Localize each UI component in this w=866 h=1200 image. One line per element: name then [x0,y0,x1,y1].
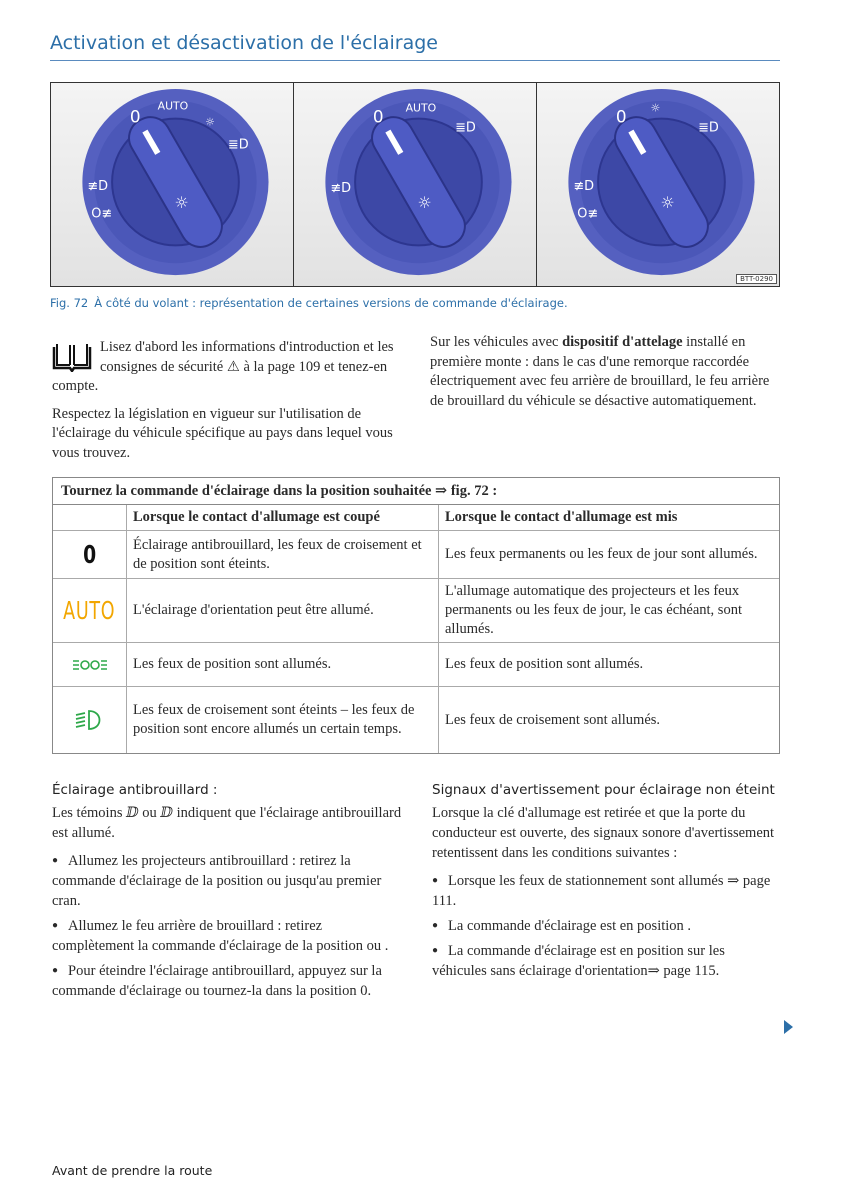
position-auto-symbol: AUTO [63,596,116,625]
low-beam-icon [75,709,105,731]
table-row [53,643,779,687]
svg-text:≢D: ≢D [330,180,352,196]
table-header-empty [53,505,127,530]
cell-off: Les feux de position sont allumés. [127,643,439,686]
svg-text:☼: ☼ [205,115,215,129]
table-row [53,531,779,579]
svg-text:≢D: ≢D [87,178,109,194]
svg-text:≣D: ≣D [227,137,249,153]
fog-heading: Éclairage antibrouillard : [52,782,218,798]
cell-off: Les feux de croisement sont éteints – les feux de position sont encore allumés un certain temps. [127,687,439,753]
fog-section [52,780,402,1006]
page-footer: Avant de prendre la route [52,1163,213,1178]
intro-p1: Lisez d'abord les informations d'introduction et les consignes de sécurité ⚠ à la page 109 et tenez-en compte. [52,339,394,394]
svg-text:0: 0 [615,106,627,127]
light-switch-knob-icon [294,83,536,286]
svg-text:O≢: O≢ [577,206,599,222]
light-switch-knob-icon [51,83,293,286]
intro-right-pre: Sur les véhicules avec [430,334,563,350]
intro-right-post: installé en première monte : dans le cas d'une remorque raccordée électriquement avec feu arrière de brouillard, le feu arrière de brouillard du véhicule se désactive automatiquement. [430,334,770,409]
figure-lighting-switches [50,82,780,287]
col-header-off: Lorsque le contact d'allumage est coupé [127,505,439,530]
cell-on: Les feux de croisement sont allumés. [445,711,661,728]
warning-section [432,780,782,986]
knob-panel-1 [51,83,294,286]
light-switch-knob-icon [537,83,779,286]
warning-intro: Lorsque la clé d'allumage est retirée et que la porte du conducteur est ouverte, des signaux sonore d'avertissement retentissent dans les conditions suivantes : [432,805,775,861]
warning-bullet-1: ● Lorsque les feux de stationnement sont allumés ⇒ page 111. [432,871,782,911]
figure-id: BTT-0290 [736,274,777,284]
page-title: Activation et désactivation de l'éclairage [50,32,438,54]
col-header-on: Lorsque le contact d'allumage est mis [445,509,678,525]
svg-text:☼: ☼ [174,192,189,212]
svg-text:0: 0 [372,106,384,127]
knob-panel-2 [294,83,537,286]
warning-bullet-2: ● La commande d'éclairage est en position . [432,916,782,936]
svg-text:☼: ☼ [650,101,661,115]
intro-p2: Respectez la législation en vigueur sur l'utilisation de l'éclairage du véhicule spécifique au pays dans lequel vous vous trouvez. [52,405,393,461]
fog-bullet-1: ● Allumez les projecteurs antibrouillard : retirez la commande d'éclairage de la position ou jusqu'au premier cran. [52,851,402,911]
svg-text:≣D: ≣D [455,120,476,136]
svg-text:☼: ☼ [417,192,432,212]
fog-intro: Les témoins ⅅ ou ⅅ indiquent que l'éclairage antibrouillard est allumé. [52,805,402,841]
caption-label: Fig. 72 [50,296,89,310]
cell-off: Éclairage antibrouillard, les feux de croisement et de position sont éteints. [127,531,439,578]
table-row [53,687,779,753]
next-page-arrow-icon[interactable] [784,1020,793,1034]
svg-text:0: 0 [129,106,141,127]
intro-left [52,338,402,471]
svg-text:O≢: O≢ [91,206,113,222]
intro-right [430,333,780,419]
table-heading: Tournez la commande d'éclairage dans la position souhaitée ⇒ fig. 72 : [53,478,779,505]
svg-text:☼: ☼ [660,192,675,212]
svg-text:≣D: ≣D [698,120,719,136]
book-icon [52,342,92,372]
caption-text: À côté du volant : représentation de certaines versions de commande d'éclairage. [94,296,568,310]
cell-on: Les feux permanents ou les feux de jour sont allumés. [445,546,758,562]
svg-text:AUTO: AUTO [405,101,437,115]
knob-panel-3 [537,83,779,286]
svg-text:AUTO: AUTO [157,99,189,113]
fog-bullet-2: ● Allumez le feu arrière de brouillard : retirez complètement la commande d'éclairage de la position ou . [52,916,402,956]
table-row [53,579,779,643]
cell-on: Les feux de position sont allumés. [445,656,644,672]
cell-on: L'allumage automatique des projecteurs et les feux permanents ou les feux de jour, le cas échéant, sont allumés. [445,583,742,637]
intro-right-bold: dispositif d'attelage [562,334,683,350]
svg-text:≢D: ≢D [573,178,595,194]
cell-off: L'éclairage d'orientation peut être allumé. [127,579,439,642]
table-header-row [53,505,779,531]
position-zero-symbol: 0 [82,540,97,569]
figure-caption [50,296,568,310]
warning-bullet-3: ● La commande d'éclairage est en position sur les véhicules sans éclairage d'orientation⇒ page 115. [432,941,782,981]
fog-bullet-3: ● Pour éteindre l'éclairage antibrouillard, appuyez sur la commande d'éclairage ou tournez-la dans la position 0. [52,961,402,1001]
position-lights-icon [72,656,108,674]
title-rule [50,60,780,61]
lighting-table [52,477,780,754]
warning-heading: Signaux d'avertissement pour éclairage non éteint [432,782,775,798]
